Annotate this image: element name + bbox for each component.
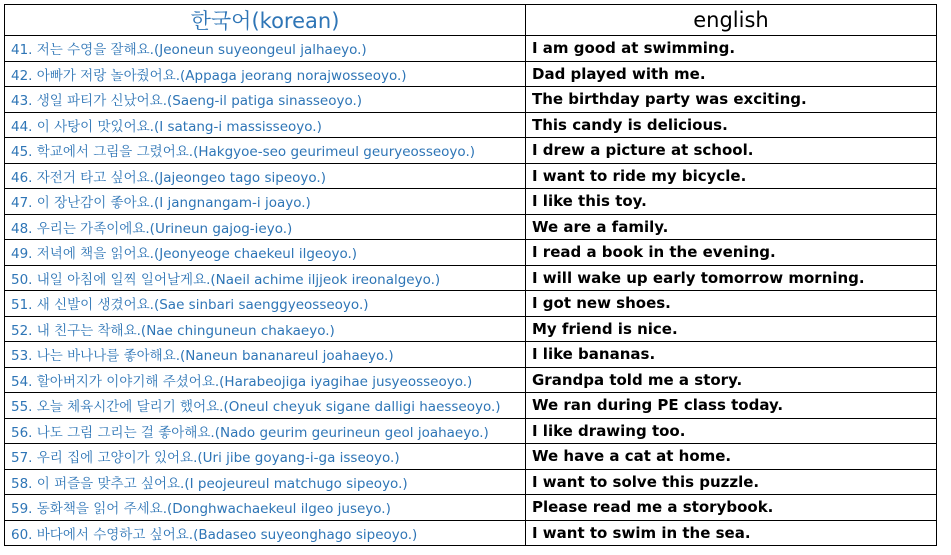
table-row <box>5 469 937 495</box>
english-translation-cell[interactable]: I like drawing too. <box>526 418 937 444</box>
english-column-header[interactable]: english <box>526 5 937 36</box>
table-row <box>5 316 937 342</box>
korean-sentence-cell[interactable]: 44. 이 사탕이 맛있어요.(I satang-i massisseoyo.) <box>5 112 526 138</box>
table-row <box>5 265 937 291</box>
table-row <box>5 163 937 189</box>
table-row <box>5 444 937 470</box>
english-translation-cell[interactable]: We ran during PE class today. <box>526 393 937 419</box>
english-translation-cell[interactable]: We have a cat at home. <box>526 444 937 470</box>
korean-sentence-cell[interactable]: 56. 나도 그림 그리는 걸 좋아해요.(Nado geurim geurineun geol joahaeyo.) <box>5 418 526 444</box>
korean-sentence-cell[interactable]: 42. 아빠가 저랑 놀아줬어요.(Appaga jeorang norajwosseoyo.) <box>5 61 526 87</box>
english-translation-cell[interactable]: Please read me a storybook. <box>526 495 937 521</box>
english-translation-cell[interactable]: I want to ride my bicycle. <box>526 163 937 189</box>
english-translation-cell[interactable]: I will wake up early tomorrow morning. <box>526 265 937 291</box>
korean-sentence-cell[interactable]: 47. 이 장난감이 좋아요.(I jangnangam-i joayo.) <box>5 189 526 215</box>
table-row <box>5 342 937 368</box>
table-row <box>5 138 937 164</box>
table-row <box>5 61 937 87</box>
header-row <box>5 5 937 36</box>
korean-sentence-cell[interactable]: 55. 오늘 체육시간에 달리기 했어요.(Oneul cheyuk sigane dalligi haesseoyo.) <box>5 393 526 419</box>
table-row <box>5 367 937 393</box>
korean-sentence-cell[interactable]: 58. 이 퍼즐을 맞추고 싶어요.(I peojeureul matchugo sipeoyo.) <box>5 469 526 495</box>
korean-sentence-cell[interactable]: 43. 생일 파티가 신났어요.(Saeng-il patiga sinasseoyo.) <box>5 87 526 113</box>
korean-sentence-cell[interactable]: 50. 내일 아침에 일찍 일어날게요.(Naeil achime iljjeok ireonalgeyo.) <box>5 265 526 291</box>
korean-column-header[interactable]: 한국어(korean) <box>5 5 526 36</box>
english-translation-cell[interactable]: I got new shoes. <box>526 291 937 317</box>
table-row <box>5 240 937 266</box>
english-translation-cell[interactable]: I want to solve this puzzle. <box>526 469 937 495</box>
korean-sentence-cell[interactable]: 53. 나는 바나나를 좋아해요.(Naneun bananareul joahaeyo.) <box>5 342 526 368</box>
table-row <box>5 214 937 240</box>
table-row <box>5 520 937 546</box>
korean-sentence-cell[interactable]: 41. 저는 수영을 잘해요.(Jeoneun suyeongeul jalhaeyo.) <box>5 36 526 62</box>
english-translation-cell[interactable]: I want to swim in the sea. <box>526 520 937 546</box>
korean-sentence-cell[interactable]: 45. 학교에서 그림을 그렸어요.(Hakgyoe-seo geurimeul geuryeosseoyo.) <box>5 138 526 164</box>
english-translation-cell[interactable]: We are a family. <box>526 214 937 240</box>
english-translation-cell[interactable]: I drew a picture at school. <box>526 138 937 164</box>
table-row <box>5 495 937 521</box>
korean-sentence-cell[interactable]: 60. 바다에서 수영하고 싶어요.(Badaseo suyeonghago sipeoyo.) <box>5 520 526 546</box>
english-translation-cell[interactable]: I like this toy. <box>526 189 937 215</box>
korean-sentence-cell[interactable]: 48. 우리는 가족이에요.(Urineun gajog-ieyo.) <box>5 214 526 240</box>
korean-sentence-cell[interactable]: 59. 동화책을 읽어 주세요.(Donghwachaekeul ilgeo juseyo.) <box>5 495 526 521</box>
english-translation-cell[interactable]: My friend is nice. <box>526 316 937 342</box>
korean-sentence-cell[interactable]: 52. 내 친구는 착해요.(Nae chinguneun chakaeyo.) <box>5 316 526 342</box>
korean-sentence-cell[interactable]: 51. 새 신발이 생겼어요.(Sae sinbari saenggyeosseoyo.) <box>5 291 526 317</box>
english-translation-cell[interactable]: I read a book in the evening. <box>526 240 937 266</box>
table-row <box>5 112 937 138</box>
table-body <box>5 36 937 546</box>
phrase-table <box>4 4 937 546</box>
english-translation-cell[interactable]: I like bananas. <box>526 342 937 368</box>
english-translation-cell[interactable]: This candy is delicious. <box>526 112 937 138</box>
korean-sentence-cell[interactable]: 49. 저녁에 책을 읽어요.(Jeonyeoge chaekeul ilgeoyo.) <box>5 240 526 266</box>
english-translation-cell[interactable]: Dad played with me. <box>526 61 937 87</box>
english-translation-cell[interactable]: Grandpa told me a story. <box>526 367 937 393</box>
english-translation-cell[interactable]: I am good at swimming. <box>526 36 937 62</box>
table-row <box>5 87 937 113</box>
table-row <box>5 36 937 62</box>
korean-sentence-cell[interactable]: 46. 자전거 타고 싶어요.(Jajeongeo tago sipeoyo.) <box>5 163 526 189</box>
table-row <box>5 418 937 444</box>
korean-sentence-cell[interactable]: 57. 우리 집에 고양이가 있어요.(Uri jibe goyang-i-ga isseoyo.) <box>5 444 526 470</box>
korean-sentence-cell[interactable]: 54. 할아버지가 이야기해 주셨어요.(Harabeojiga iyagihae jusyeosseoyo.) <box>5 367 526 393</box>
english-translation-cell[interactable]: The birthday party was exciting. <box>526 87 937 113</box>
table-row <box>5 291 937 317</box>
table-row <box>5 189 937 215</box>
table-row <box>5 393 937 419</box>
